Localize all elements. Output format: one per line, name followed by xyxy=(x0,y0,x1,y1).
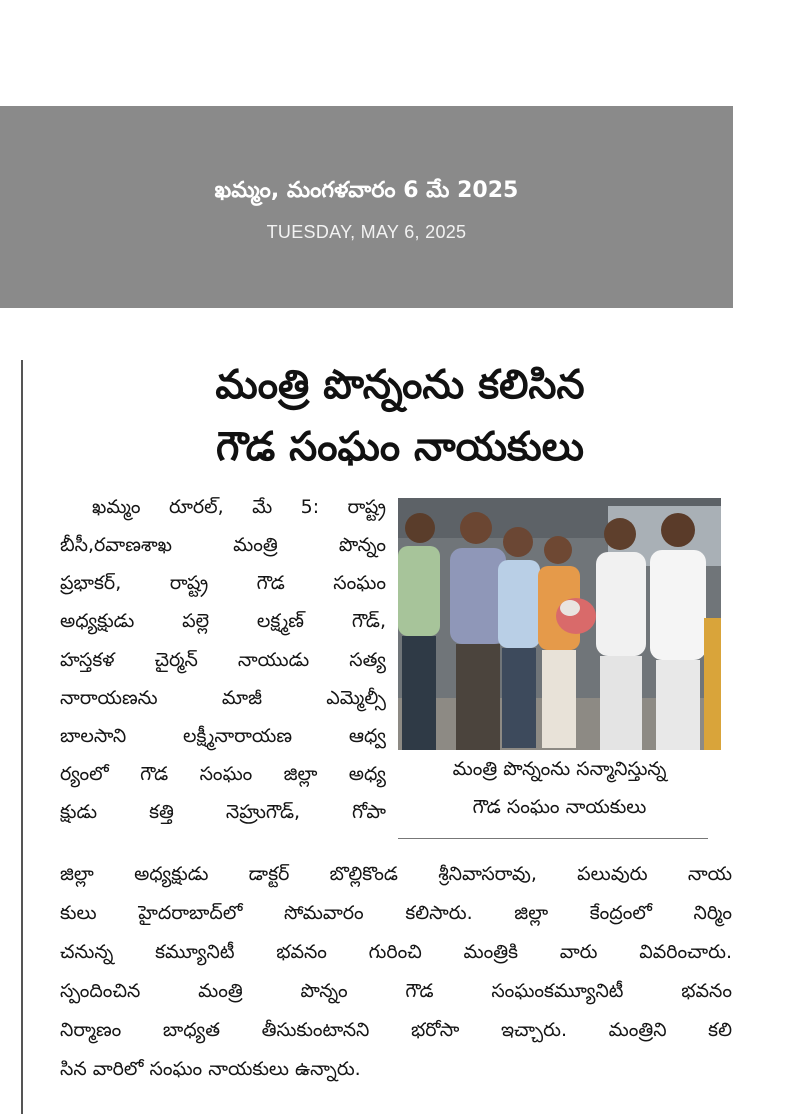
body-line: నారాయణను మాజీ ఎమ్మెల్సీ xyxy=(60,687,386,709)
body-line: జిల్లా అధ్యక్షుడు డాక్టర్ బొల్లికొండ శ్రీనివాసరావు, పలువురు నాయ xyxy=(60,863,732,885)
body-line: ఖమ్మం రూరల్, మే 5: రాష్ట్ర xyxy=(92,496,386,518)
photo-caption-line-1: మంత్రి పొన్నంను సన్మానిస్తున్న xyxy=(452,758,667,780)
dateline-telugu: ఖమ్మం, మంగళవారం 6 మే 2025 xyxy=(214,178,519,203)
headline-line-1: మంత్రి పొన్నంను కలిసిన xyxy=(215,362,585,408)
caption-divider xyxy=(398,838,708,839)
body-line: కులు హైదరాబాద్‌లో సోమవారం కలిసారు. జిల్లా కేంద్రంలో నిర్మిం xyxy=(60,902,732,924)
body-line: బీసీ,రవాణశాఖ మంత్రి పొన్నం xyxy=(60,534,386,556)
body-line: నిర్మాణం బాధ్యత తీసుకుంటానని భరోసా ఇచ్చారు. మంత్రిని కలి xyxy=(60,1019,732,1041)
body-line: ప్రభాకర్, రాష్ట్ర గౌడ సంఘం xyxy=(60,572,386,594)
body-line: అధ్యక్షుడు పల్లె లక్ష్మణ్ గౌడ్, xyxy=(60,610,386,632)
body-line: స్పందించిన మంత్రి పొన్నం గౌడ సంఘంకమ్యూనిటీ భవనం xyxy=(60,980,732,1002)
photo-caption-line-2: గౌడ సంఘం నాయకులు xyxy=(472,796,647,818)
body-line: ర్యంలో గౌడ సంఘం జిల్లా అధ్య xyxy=(60,763,386,785)
body-line: క్షుడు కత్తి నెహ్రుగౌడ్, గోపా xyxy=(60,801,386,823)
dateline-english: TUESDAY, MAY 6, 2025 xyxy=(266,222,467,242)
column-rule xyxy=(21,360,23,1114)
body-line: హస్తకళ చైర్మన్ నాయుడు సత్య xyxy=(60,649,386,671)
body-line: సిన వారిలో సంఘం నాయకులు ఉన్నారు. xyxy=(60,1058,361,1080)
body-line: చనున్న కమ్యూనిటీ భవనం గురించి మంత్రికి వారు వివరించారు. xyxy=(60,941,732,963)
body-line: బాలసాని లక్ష్మీనారాయణ ఆధ్వ xyxy=(60,725,386,747)
headline-line-2: గౌడ సంఘం నాయకులు xyxy=(216,424,584,470)
news-photo xyxy=(398,498,721,750)
date-banner xyxy=(0,106,733,308)
